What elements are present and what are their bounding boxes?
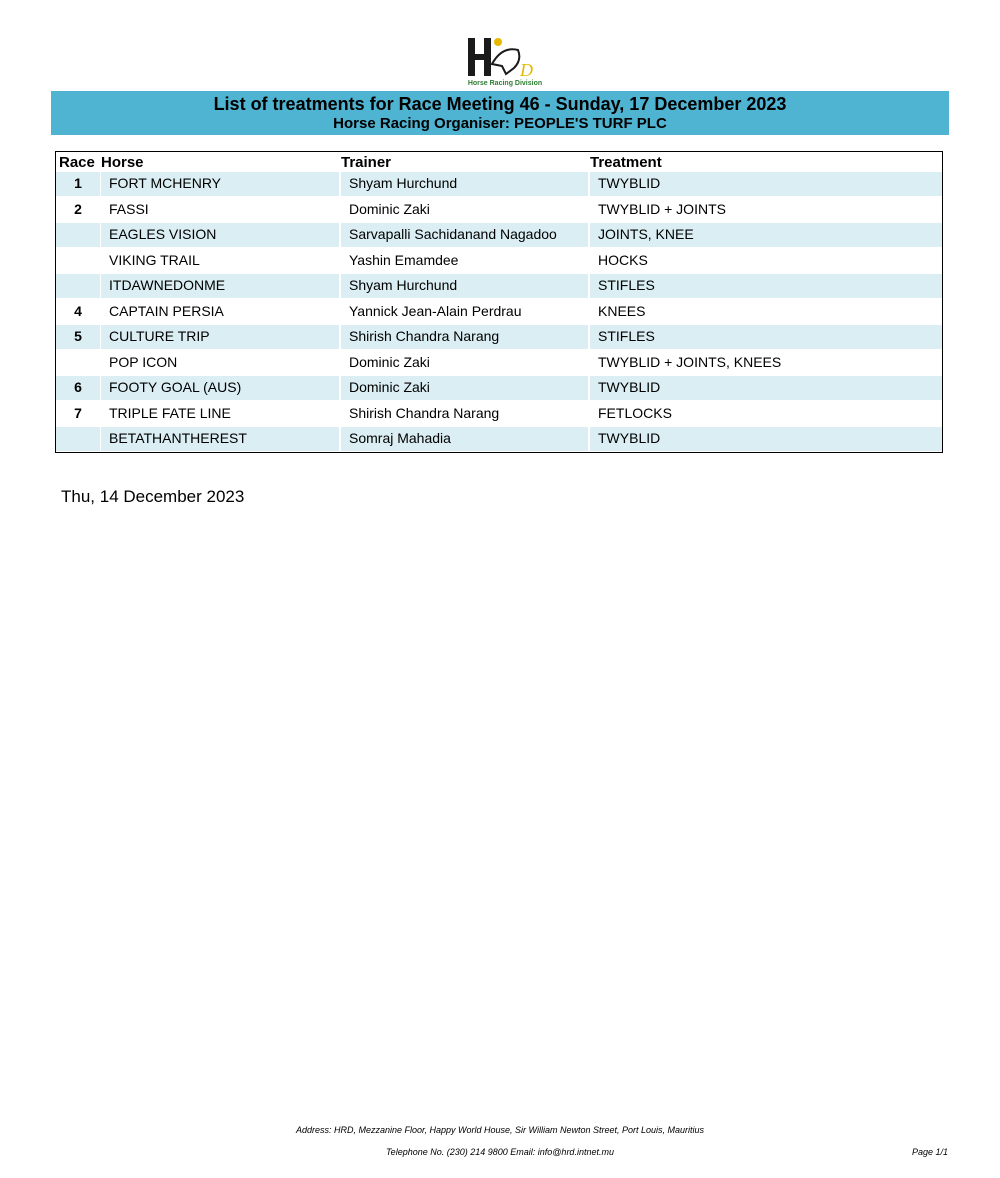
footer-address: Address: HRD, Mezzanine Floor, Happy World House, Sir William Newton Street, Port Louis, Mauritius — [295, 1125, 705, 1135]
col-trainer-header: Trainer — [341, 154, 392, 171]
page-number: Page 1/1 — [911, 1147, 948, 1157]
horse-cell: BETATHANTHEREST — [101, 427, 339, 451]
race-cell: 6 — [56, 376, 100, 400]
table-row — [56, 351, 942, 377]
horse-cell: ITDAWNEDONME — [101, 274, 339, 298]
race-cell — [56, 249, 100, 273]
race-cell — [56, 427, 100, 451]
horse-cell: CULTURE TRIP — [101, 325, 339, 349]
race-cell: 1 — [56, 172, 100, 196]
treatment-cell: STIFLES — [590, 325, 942, 349]
header-banner — [51, 91, 949, 135]
trainer-cell: Shirish Chandra Narang — [341, 325, 588, 349]
col-race-header: Race — [59, 154, 95, 171]
page-subtitle: Horse Racing Organiser: PEOPLE'S TURF PLC — [333, 115, 667, 132]
footer-telephone: Telephone No. (230) 214 9800 Email: info@hrd.intnet.mu — [386, 1147, 614, 1157]
table-header — [56, 152, 942, 172]
horse-cell: VIKING TRAIL — [109, 251, 200, 268]
treatment-cell: TWYBLID + JOINTS — [598, 200, 726, 217]
table-row — [56, 172, 942, 198]
svg-text:D: D — [520, 60, 533, 80]
trainer-cell: Somraj Mahadia — [341, 427, 588, 451]
treatment-cell: HOCKS — [598, 251, 648, 268]
treatment-cell: TWYBLID — [590, 376, 942, 400]
table-row — [56, 300, 942, 326]
table-row — [56, 325, 942, 351]
treatment-cell: FETLOCKS — [598, 404, 672, 421]
trainer-cell: Sarvapalli Sachidanand Nagadoo — [341, 223, 588, 247]
horse-cell: FOOTY GOAL (AUS) — [101, 376, 339, 400]
treatment-cell: TWYBLID — [590, 427, 942, 451]
treatment-cell: KNEES — [598, 302, 646, 319]
horse-cell: POP ICON — [109, 353, 178, 370]
treatments-table — [55, 151, 943, 453]
race-cell: 7 — [74, 404, 82, 421]
treatment-cell: JOINTS, KNEE — [590, 223, 942, 247]
col-horse-header: Horse — [101, 154, 144, 171]
horse-cell: FORT MCHENRY — [101, 172, 339, 196]
race-cell: 2 — [74, 200, 82, 217]
horse-cell: CAPTAIN PERSIA — [109, 302, 224, 319]
horse-cell: TRIPLE FATE LINE — [109, 404, 231, 421]
trainer-cell: Yannick Jean-Alain Perdrau — [349, 302, 522, 319]
document-date: Thu, 14 December 2023 — [61, 487, 245, 506]
trainer-cell: Dominic Zaki — [349, 353, 430, 370]
logo-caption: Horse Racing Division — [467, 80, 543, 87]
trainer-cell: Dominic Zaki — [341, 376, 588, 400]
treatment-cell: TWYBLID + JOINTS, KNEES — [598, 353, 782, 370]
horse-cell: FASSI — [109, 200, 149, 217]
page-title: List of treatments for Race Meeting 46 - Sunday, 17 December 2023 — [213, 94, 787, 114]
table-row — [56, 274, 942, 300]
race-cell — [56, 223, 100, 247]
table-row — [56, 376, 942, 402]
table-row — [56, 427, 942, 453]
trainer-cell: Shyam Hurchund — [341, 274, 588, 298]
trainer-cell: Shirish Chandra Narang — [349, 404, 500, 421]
race-cell — [56, 274, 100, 298]
treatment-cell: TWYBLID — [590, 172, 942, 196]
table-row — [56, 198, 942, 224]
treatment-cell: STIFLES — [590, 274, 942, 298]
trainer-cell: Yashin Emamdee — [349, 251, 459, 268]
race-cell: 4 — [74, 302, 82, 319]
race-cell: 5 — [56, 325, 100, 349]
race-cell — [56, 351, 100, 375]
trainer-cell: Shyam Hurchund — [341, 172, 588, 196]
table-row — [56, 223, 942, 249]
trainer-cell: Dominic Zaki — [349, 200, 430, 217]
horse-cell: EAGLES VISION — [101, 223, 339, 247]
table-row — [56, 249, 942, 275]
col-treatment-header: Treatment — [590, 154, 662, 171]
table-row — [56, 402, 942, 428]
